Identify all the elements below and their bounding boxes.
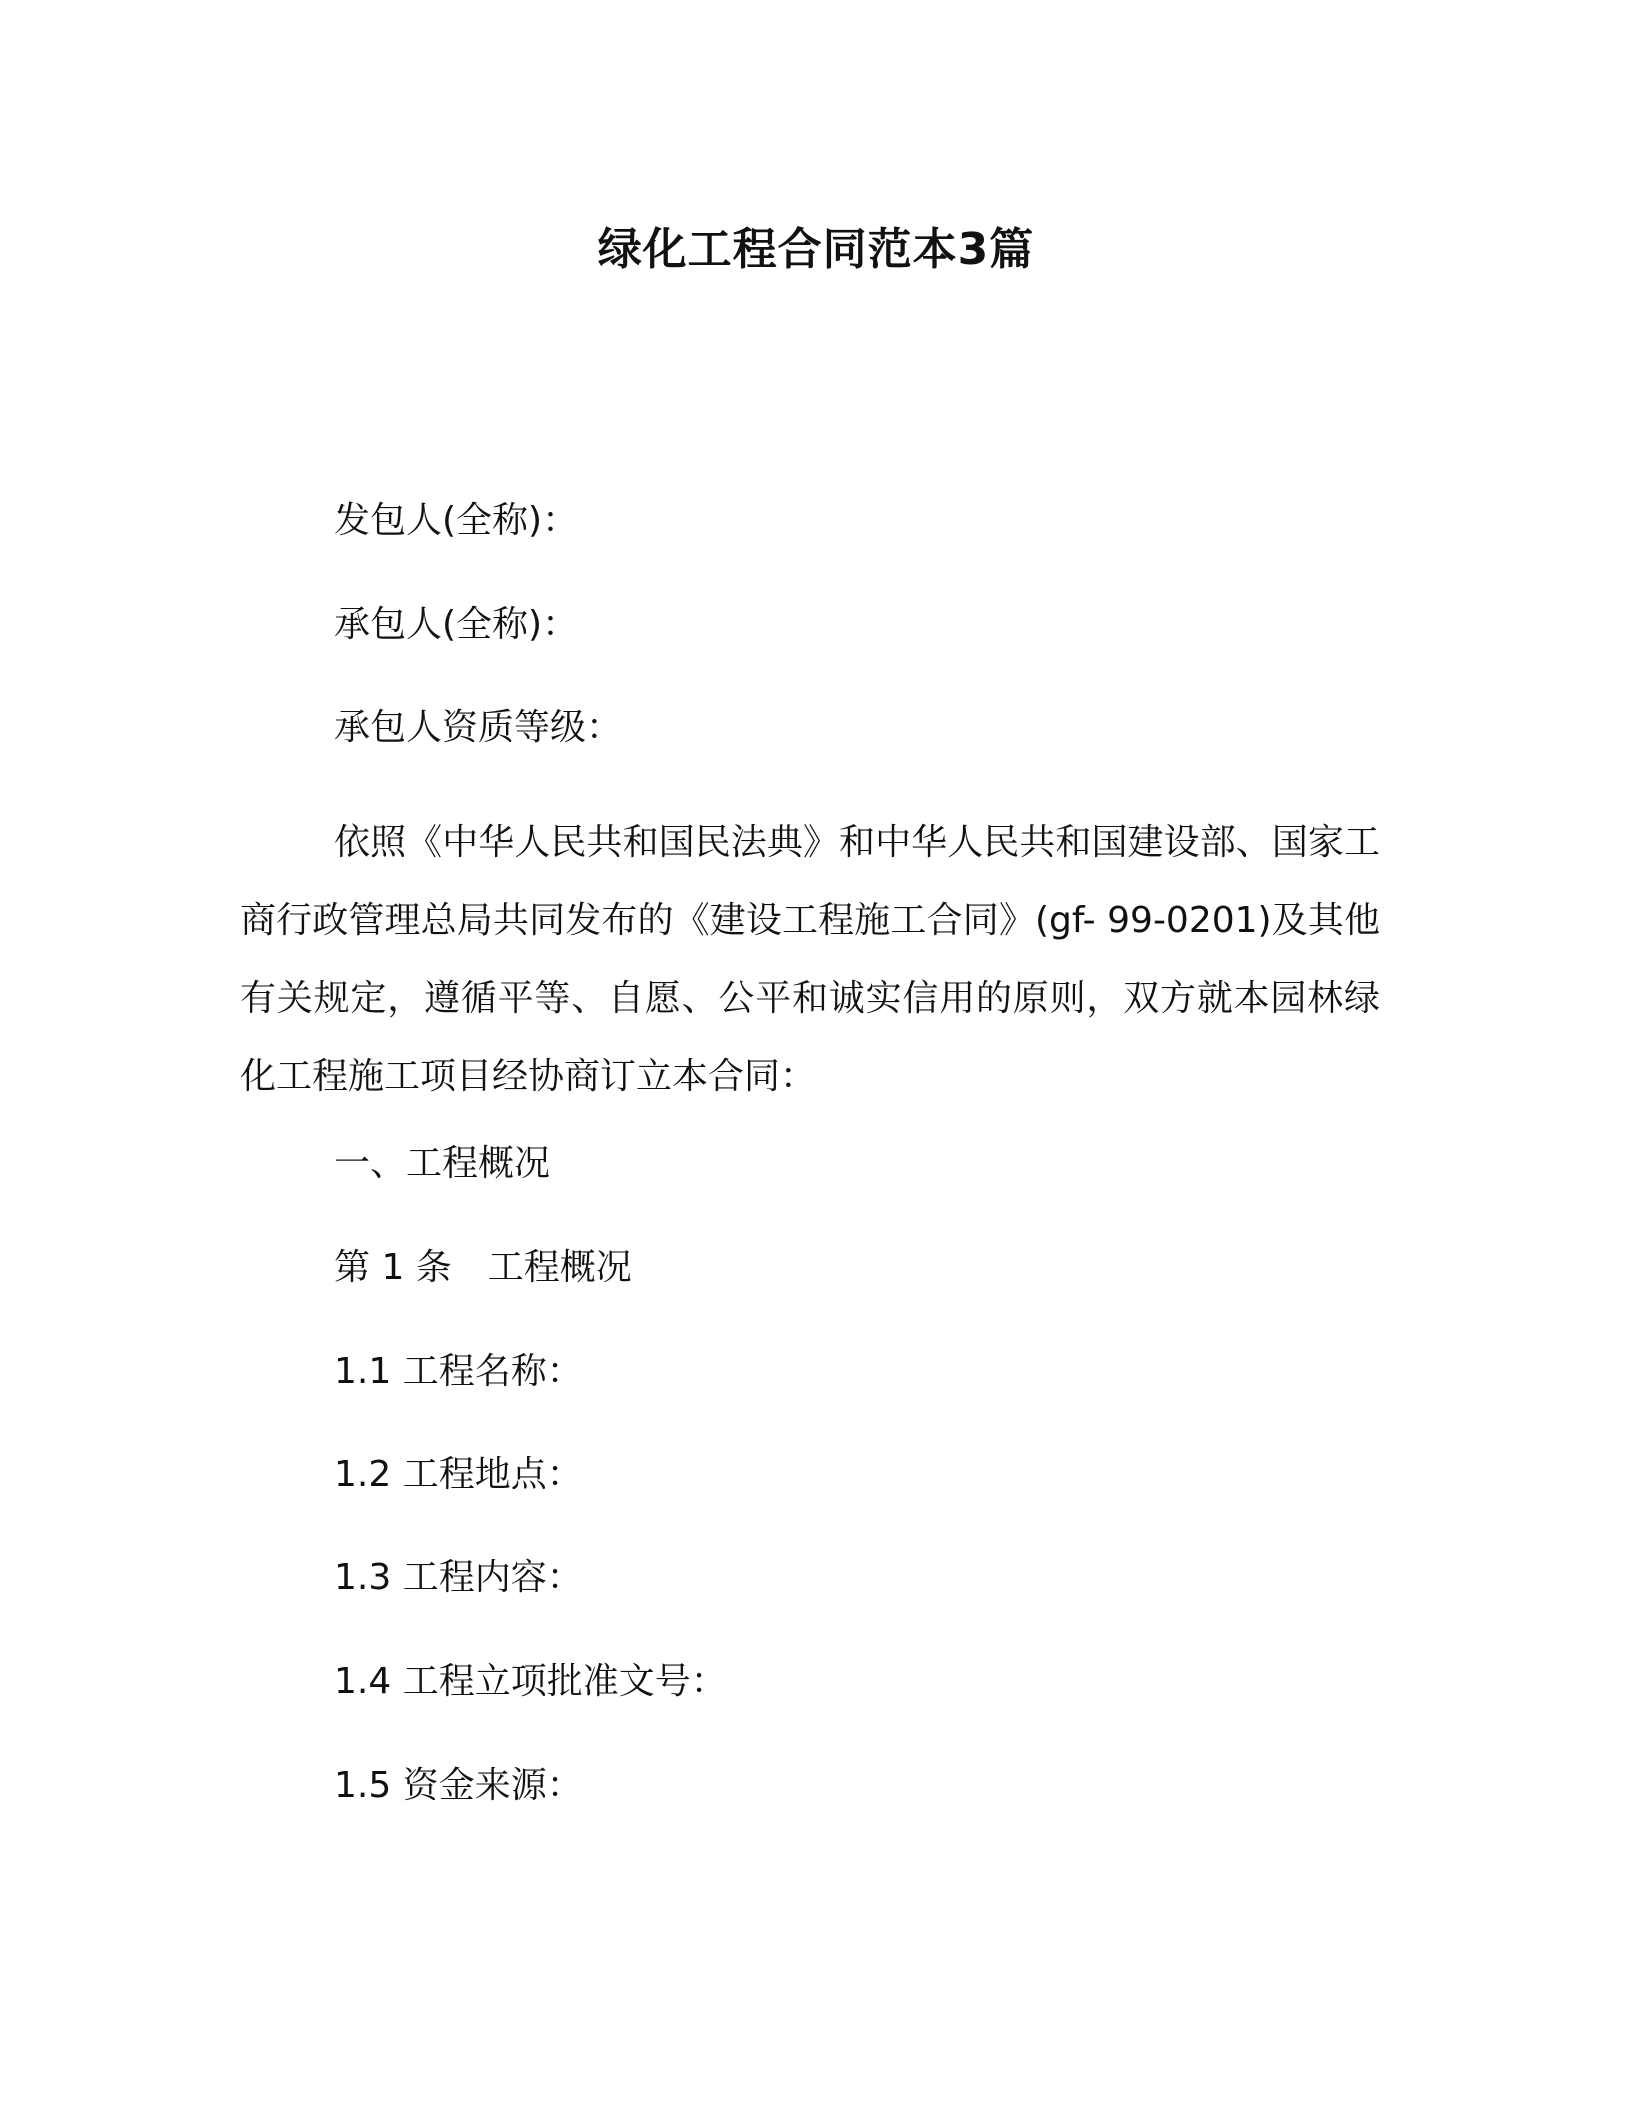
contractor-field-label: 承包人(全称)： — [334, 604, 579, 645]
item-project-location: 1.2 工程地点： — [334, 1454, 583, 1495]
qualification-field-label: 承包人资质等级： — [334, 707, 623, 748]
item-funding-source: 1.5 资金来源： — [334, 1765, 583, 1806]
document-title: 绿化工程合同范本3篇 — [597, 224, 1035, 275]
article-heading: 第 1 条 工程概况 — [334, 1247, 632, 1288]
section-heading: 一、工程概况 — [334, 1143, 551, 1184]
item-project-name: 1.1 工程名称： — [334, 1351, 583, 1392]
preamble-paragraph: 依照《中华人民共和国民法典》和中华人民共和国建设部、国家工商行政管理总局共同发布的《建设工程施工合同》(gf- 99-0201)及其他有关规定，遵循平等、自愿、公平和诚实信用的原则，双方就本园林绿化工程施工项目经协商订立本合同： — [240, 822, 1380, 1097]
item-approval-number: 1.4 工程立项批准文号： — [334, 1661, 727, 1702]
employer-field-label: 发包人(全称)： — [334, 500, 579, 541]
item-project-content: 1.3 工程内容： — [334, 1557, 583, 1598]
